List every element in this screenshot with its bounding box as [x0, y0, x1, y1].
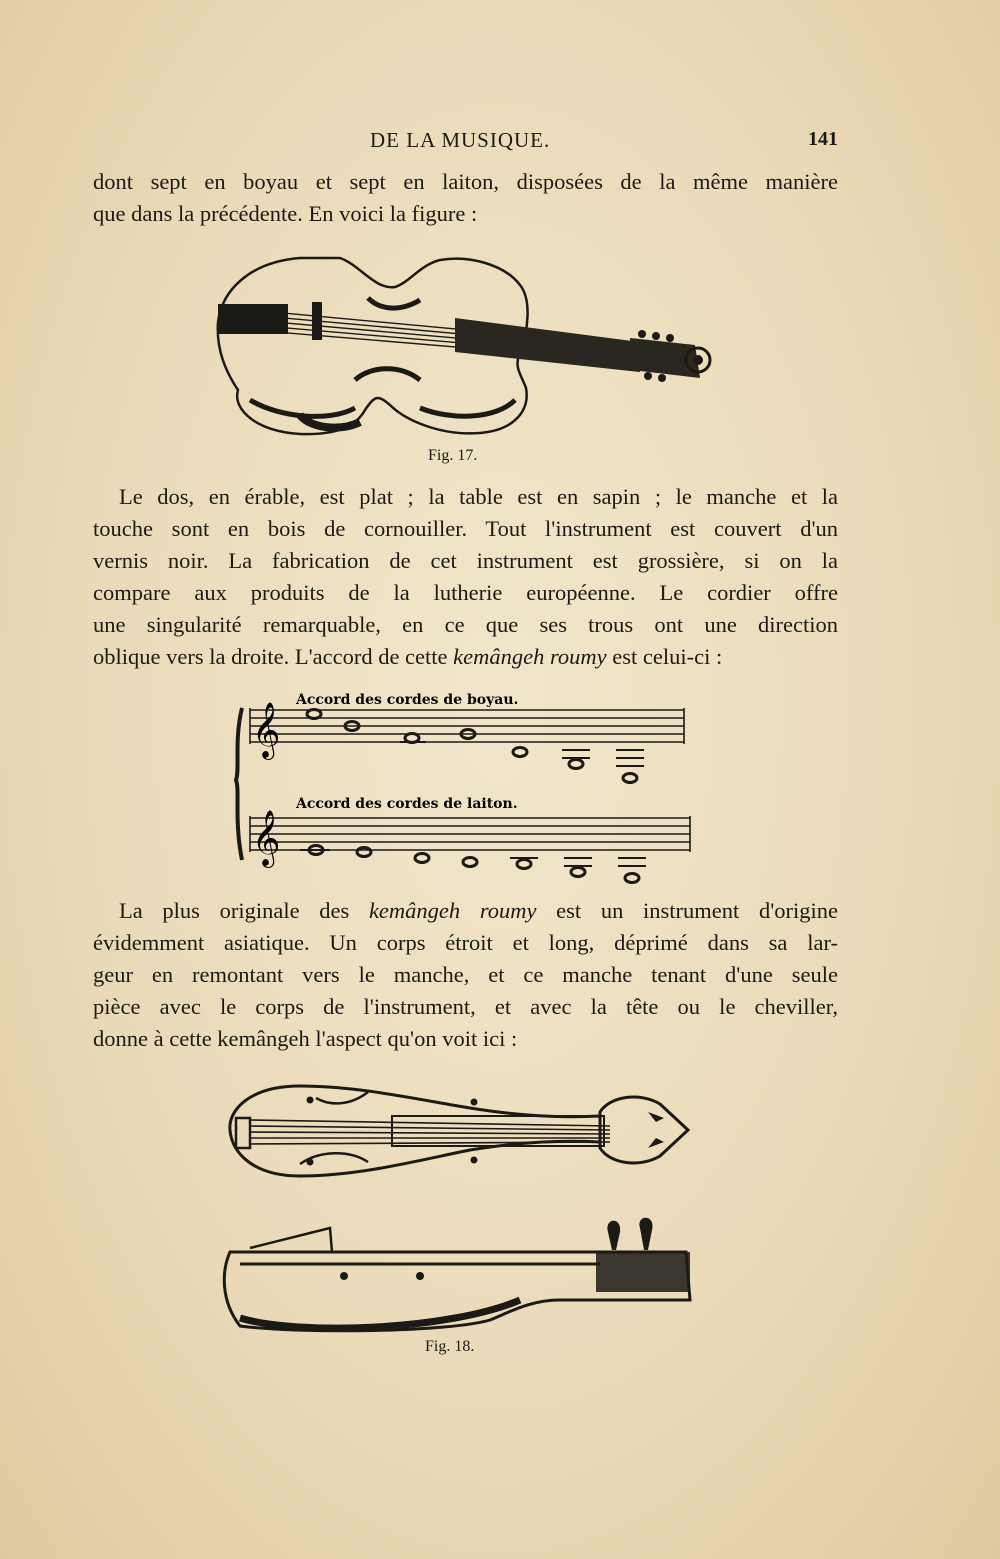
text-run: est celui-ci : [606, 644, 723, 669]
staff-label-gut: Accord des cordes de boyau. [296, 692, 519, 708]
text-line: touche sont en bois de cornouiller. Tout l'instrument est couvert d'un [93, 516, 838, 541]
text-line: donne à cette kemângeh l'aspect qu'on voit ici : [93, 1026, 518, 1051]
italic-term: kemângeh roumy [453, 644, 607, 669]
text-line: que dans la précédente. En voici la figure : [93, 201, 478, 226]
staff-label-brass: Accord des cordes de laiton. [296, 796, 518, 812]
text-run: oblique vers la droite. L'accord de cette [93, 644, 454, 669]
page-number: 141 [808, 128, 838, 150]
figure-17-caption: Fig. 17. [428, 447, 478, 464]
text-line: dont sept en boyau et sept en laiton, disposées de la même manière [93, 169, 838, 194]
italic-term: kemângeh roumy [368, 898, 537, 923]
text-line: évidemment asiatique. Un corps étroit et long, déprimé dans sa lar- [93, 930, 838, 955]
text-run: est un instrument d'origine [536, 898, 838, 923]
figure-18-caption: Fig. 18. [425, 1338, 475, 1355]
text-run: La plus originale des [119, 898, 369, 923]
running-head-title: DE LA MUSIQUE. [370, 128, 551, 152]
text-line: Le dos, en érable, est plat ; la table est en sapin ; le manche et la [119, 484, 838, 509]
treble-clef-icon: 𝄞 [252, 702, 281, 758]
treble-clef-icon: 𝄞 [252, 810, 281, 866]
text-line: pièce avec le corps de l'instrument, et avec la tête ou le cheviller, [93, 994, 838, 1019]
text-line: compare aux produits de la lutherie européenne. Le cordier offre [93, 580, 838, 605]
text-line: geur en remontant vers le manche, et ce manche tenant d'une seule [93, 962, 838, 987]
text-line: vernis noir. La fabrication de cet instrument est grossière, si on la [93, 548, 838, 573]
text-line: une singularité remarquable, en ce que ses trous ont une direction [93, 612, 838, 637]
